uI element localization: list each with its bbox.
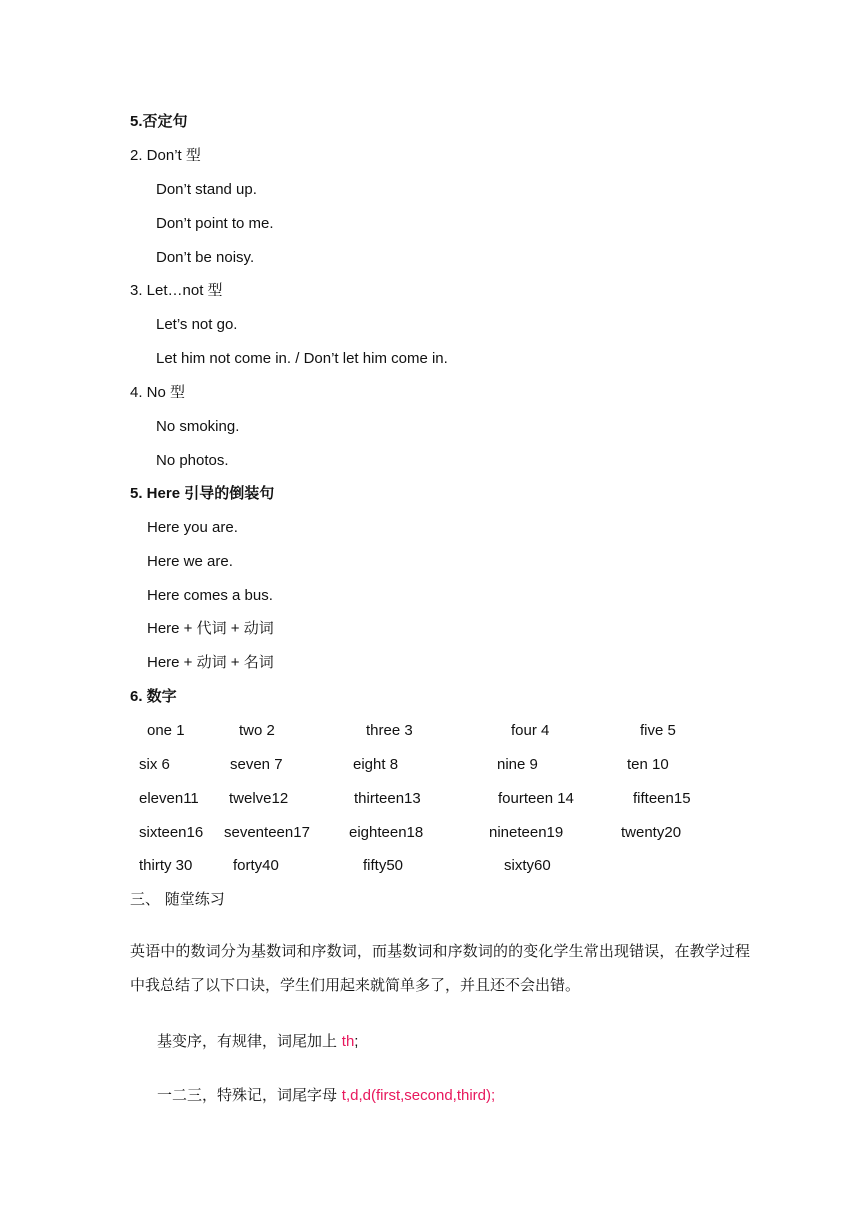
- number-cell: sixty60: [504, 857, 551, 874]
- example-line: Here we are.: [147, 553, 233, 570]
- example-line: Let him not come in. / Don’t let him come in.: [156, 350, 448, 367]
- example-line: Here comes a bus.: [147, 587, 273, 604]
- number-cell: eight 8: [353, 756, 399, 773]
- number-cell: thirty 30: [139, 857, 193, 874]
- example-line: No smoking.: [156, 418, 240, 435]
- rule-accent: t,d,d(first,second,third);: [341, 1087, 496, 1104]
- rule-line-1: [157, 1031, 358, 1052]
- number-cell: nine 9: [497, 756, 538, 773]
- rule-accent: th: [341, 1033, 355, 1050]
- number-cell: fourteen 14: [498, 790, 574, 807]
- numbers-row: [0, 823, 860, 843]
- section-let-not-title: 3. Let…not 型: [130, 282, 223, 299]
- number-cell: twelve12: [229, 790, 289, 807]
- number-cell: thirteen13: [354, 790, 421, 807]
- number-cell: fifteen15: [633, 790, 691, 807]
- number-cell: two 2: [239, 722, 275, 739]
- example-line: Let’s not go.: [156, 316, 238, 333]
- rule-tail: ;: [354, 1033, 359, 1050]
- number-cell: fifty50: [363, 857, 404, 874]
- numbers-row: [0, 721, 860, 741]
- numbers-row: [0, 755, 860, 775]
- number-cell: one 1: [147, 722, 185, 739]
- number-cell: five 5: [640, 722, 676, 739]
- number-cell: three 3: [366, 722, 413, 739]
- rule-text: 一二三，特殊记，词尾字母: [157, 1086, 342, 1104]
- example-line: Don’t point to me.: [156, 215, 274, 232]
- example-line: Here you are.: [147, 519, 238, 536]
- number-cell: forty40: [233, 857, 279, 874]
- rule-line-2: [157, 1085, 495, 1106]
- number-cell: ten 10: [627, 756, 669, 773]
- section-here-title: 5. Here 引导的倒装句: [130, 485, 275, 502]
- number-cell: four 4: [511, 722, 550, 739]
- number-cell: seven 7: [230, 756, 283, 773]
- number-cell: eighteen18: [349, 824, 424, 841]
- number-cell: twenty20: [621, 824, 682, 841]
- number-cell: sixteen16: [139, 824, 204, 841]
- number-cell: six 6: [139, 756, 170, 773]
- section-dont-title: 2. Don’t 型: [130, 147, 201, 164]
- rule-text: 基变序，有规律，词尾加上: [157, 1032, 342, 1050]
- numbers-row: [0, 789, 860, 809]
- example-line: No photos.: [156, 452, 229, 469]
- pattern-line: Here + 动词 + 名词: [147, 654, 274, 671]
- example-line: Don’t stand up.: [156, 181, 257, 198]
- intro-paragraph: 英语中的数词分为基数词和序数词，而基数词和序数词的的变化学生常出现错误，在教学过程中我总结了以下口诀，学生们用起来就简单多了，并且还不会出错。: [130, 942, 750, 994]
- pattern-line: Here + 代词 + 动词: [147, 620, 274, 637]
- section-no-title: 4. No 型: [130, 384, 186, 401]
- example-line: Don’t be noisy.: [156, 249, 255, 266]
- number-cell: eleven11: [139, 790, 199, 807]
- number-cell: nineteen19: [489, 824, 564, 841]
- section-practice-title: 三、 随堂练习: [130, 890, 225, 908]
- numbers-row: [0, 856, 860, 876]
- section-numbers-title: 6. 数字: [130, 688, 177, 705]
- heading-negative-sentences: 5.否定句: [130, 113, 188, 130]
- number-cell: seventeen17: [224, 824, 310, 841]
